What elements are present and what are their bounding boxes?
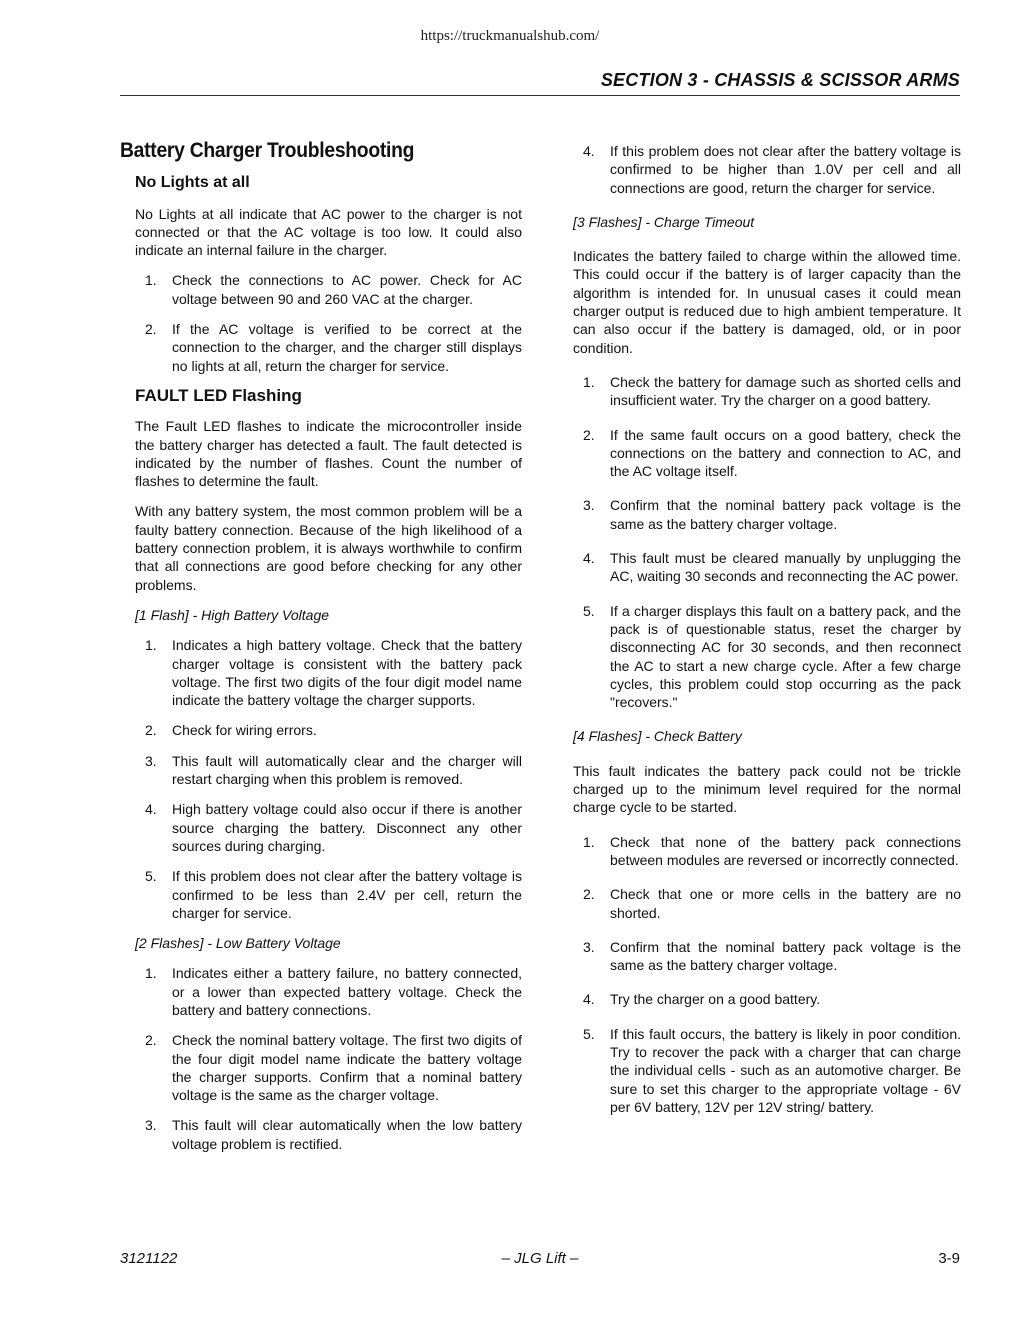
list-item: 2. Check that one or more cells in the battery are no shorted.	[583, 886, 961, 921]
no-lights-heading: No Lights at all	[135, 174, 250, 192]
flash3-label: [3 Flashes] - Charge Timeout	[573, 213, 755, 230]
no-lights-intro: No Lights at all indicate that AC power to the charger is not connected or that the AC voltage is too low. It could also indicate an internal failure in the charger.	[135, 205, 522, 259]
list-item-text: If this problem does not clear after the battery voltage is confirmed to be less than 2.4V per cell, return the charger for service.	[172, 868, 522, 921]
no-lights-list	[135, 271, 522, 374]
list-item: 2. If the AC voltage is verified to be correct at the connection to the charger, and the charger still displays no lights at all, return the charger for service.	[145, 321, 522, 374]
fault-led-heading: FAULT LED Flashing	[135, 385, 302, 405]
list-item-text: Check that none of the battery pack connections between modules are reversed or incorrectly connected.	[610, 833, 961, 868]
list-item-text: If this fault occurs, the battery is likely in poor condition. Try to recover the pack with a charger that can charge the individual cells - such as an automotive charger. Be sure to set this charger to the appropriate voltage - 6V per 6V battery, 12V per 12V string/ battery.	[610, 1025, 961, 1115]
header-divider	[120, 95, 960, 96]
list-item: 2. Check the nominal battery voltage. The first two digits of the four digit model name indicate the battery voltage the charger supports. Confirm that a nominal battery voltage is the same as the charger voltage.	[145, 1032, 522, 1104]
list-item-text: Check for wiring errors.	[172, 722, 317, 739]
list-item-text: High battery voltage could also occur if there is another source charging the battery. Disconnect any other sources during charging.	[172, 801, 522, 854]
list-item-text: Confirm that the nominal battery pack voltage is the same as the battery charger voltage.	[610, 938, 961, 974]
footer-page-number: 3-9	[938, 1250, 960, 1267]
list-item: 5. If this problem does not clear after the battery voltage is confirmed to be less than 2.4V per cell, return the charger for service.	[145, 868, 522, 921]
fault-para-1: The Fault LED flashes to indicate the microcontroller inside the battery charger has detected a fault. The fault detected is indicated by the number of flashes. Count the number of flashes to determine the fault.	[135, 418, 522, 490]
right-column	[573, 142, 961, 1132]
flash3-intro: Indicates the battery failed to charge within the allowed time. This could occur if the battery is of larger capacity than the algorithm is intended for. In unusual cases it could mean charger output is reduced due to high ambient temperature. It can also occur if the battery is damaged, old, or in poor condition.	[573, 248, 961, 356]
list-item: 5. If a charger displays this fault on a battery pack, and the pack is of questionable status, reset the charger by disconnecting AC for 30 seconds, and then reconnect the AC to start a new charge cycle. After a few charge cycles, this problem could stop occurring as the pack "recovers."	[583, 602, 961, 711]
list-item-text: Check the connections to AC power. Check for AC voltage between 90 and 260 VAC at the charger.	[172, 272, 522, 307]
list-item-text: Try the charger on a good battery.	[610, 991, 821, 1008]
list-item: 1. Check the battery for damage such as shorted cells and insufficient water. Try the charger on a good battery.	[583, 373, 961, 409]
list-item-text: This fault will automatically clear and the charger will restart charging when this problem is removed.	[172, 752, 522, 788]
list-item: 4. High battery voltage could also occur if there is another source charging the battery. Disconnect any other sources during charging.	[145, 801, 522, 854]
flash2-list-continued	[573, 142, 961, 197]
list-item-text: Indicates a high battery voltage. Check that the battery charger voltage is consistent with the battery pack voltage. The first two digits of the four digit model name indicate the battery voltage the charger supports.	[172, 637, 522, 709]
left-column	[120, 139, 522, 1165]
list-item-text: If a charger displays this fault on a battery pack, and the pack is of questionable status, reset the charger by disconnecting AC for 30 seconds, and then reconnect the AC to start a new charge cycle. After a few charge cycles, this problem could stop occurring as the pack "recovers."	[610, 602, 961, 711]
list-item-text: If the AC voltage is verified to be correct at the connection to the charger, and the charger still displays no lights at all, return the charger for service.	[172, 321, 522, 374]
left-body	[120, 174, 522, 1153]
flash2-list	[135, 964, 522, 1153]
flash4-list	[573, 833, 961, 1117]
source-url: https://truckmanualshub.com/	[420, 28, 600, 44]
list-item: 3. Confirm that the nominal battery pack voltage is the same as the battery charger voltage.	[583, 497, 961, 532]
list-item: 4. Try the charger on a good battery.	[583, 991, 821, 1008]
list-item: 1. Check that none of the battery pack connections between modules are reversed or incorrectly connected.	[583, 833, 961, 868]
flash2-label: [2 Flashes] - Low Battery Voltage	[135, 935, 341, 952]
flash3-list	[573, 373, 961, 711]
list-item: 3. This fault will clear automatically when the low battery voltage problem is rectified.	[145, 1117, 522, 1152]
list-item: 3. Confirm that the nominal battery pack voltage is the same as the battery charger voltage.	[583, 938, 961, 974]
fault-para-2: With any battery system, the most common problem will be a faulty battery connection. Because of the high likelihood of a battery connection problem, it is always worthwhile to confirm that all connections are good before checking for any other problems.	[135, 503, 522, 593]
flash1-label: [1 Flash] - High Battery Voltage	[135, 606, 330, 623]
list-item: 1. Indicates either a battery failure, no battery connected, or a lower than expected battery voltage. Check the battery and battery connections.	[145, 965, 522, 1018]
list-item-text: Check the nominal battery voltage. The first two digits of the four digit model name indicate the battery voltage the charger supports. Confirm that a nominal battery voltage is the same as the charger voltage.	[172, 1032, 522, 1104]
list-item-text: If this problem does not clear after the battery voltage is confirmed to be higher than 1.0V per cell and all connections are good, return the charger for service.	[610, 143, 961, 196]
list-item-text: If the same fault occurs on a good battery, check the connections on the battery and connection to AC, and the AC voltage itself.	[610, 426, 961, 480]
list-item: 4. If this problem does not clear after the battery voltage is confirmed to be higher than 1.0V per cell and all connections are good, return the charger for service.	[583, 143, 961, 196]
footer-doc-number: 3121122	[120, 1250, 178, 1267]
section-title: SECTION 3 - CHASSIS & SCISSOR ARMS	[600, 70, 960, 90]
flash1-list	[135, 636, 522, 922]
list-item: 1. Indicates a high battery voltage. Check that the battery charger voltage is consistent with the battery pack voltage. The first two digits of the four digit model name indicate the battery voltage the charger supports.	[145, 637, 522, 709]
list-item-text: Check that one or more cells in the battery are no shorted.	[610, 886, 961, 921]
list-item: 3. This fault will automatically clear and the charger will restart charging when this problem is removed.	[145, 752, 522, 788]
list-item-text: Confirm that the nominal battery pack voltage is the same as the battery charger voltage.	[610, 497, 961, 532]
list-item-text: This fault must be cleared manually by unplugging the AC, waiting 30 seconds and reconnecting the AC power.	[610, 550, 961, 585]
list-item: 1. Check the connections to AC power. Check for AC voltage between 90 and 260 VAC at the charger.	[145, 272, 522, 307]
list-item: 4. This fault must be cleared manually by unplugging the AC, waiting 30 seconds and reconnecting the AC power.	[583, 550, 961, 585]
list-item-text: Check the battery for damage such as shorted cells and insufficient water. Try the charger on a good battery.	[610, 373, 961, 409]
flash4-intro: This fault indicates the battery pack could not be trickle charged up to the minimum level required for the normal charge cycle to be started.	[573, 762, 961, 816]
list-item-text: This fault will clear automatically when the low battery voltage problem is rectified.	[172, 1117, 522, 1152]
flash4-label: [4 Flashes] - Check Battery	[573, 728, 742, 745]
list-item: 2. Check for wiring errors.	[145, 722, 317, 739]
list-item: 2. If the same fault occurs on a good battery, check the connections on the battery and connection to AC, and the AC voltage itself.	[583, 426, 961, 480]
list-item-text: Indicates either a battery failure, no battery connected, or a lower than expected battery voltage. Check the battery and battery connections.	[172, 965, 522, 1018]
page-title: Battery Charger Troubleshooting	[120, 139, 415, 162]
footer-brand: – JLG Lift –	[501, 1250, 579, 1267]
list-item: 5. If this fault occurs, the battery is likely in poor condition. Try to recover the pack with a charger that can charge the individual cells - such as an automotive charger. Be sure to set this charger to the appropriate voltage - 6V per 6V battery, 12V per 12V string/ battery.	[583, 1025, 961, 1115]
